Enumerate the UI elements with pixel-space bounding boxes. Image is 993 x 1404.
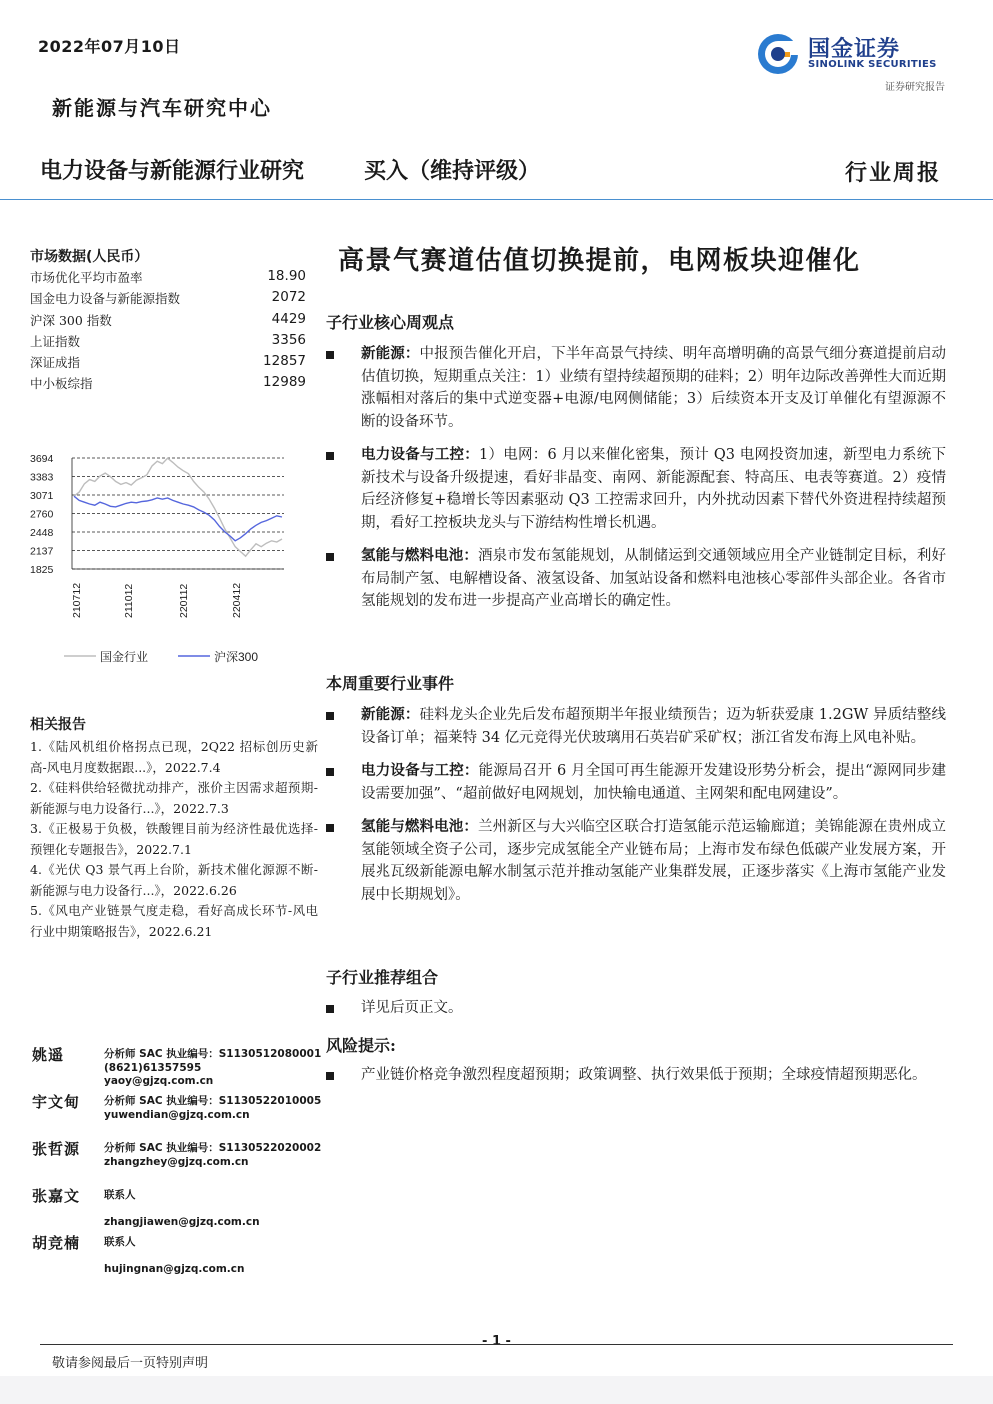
x-tick-label: 210712 [71,582,83,618]
market-key: 国金电力设备与新能源指数 [30,291,181,307]
company-logo [756,30,946,78]
portfolio-list [326,997,946,1031]
bullet-lead: 氢能与燃料电池： [361,818,479,835]
bullet-lead: 新能源： [361,345,420,362]
bullet-text: 酒泉市发布氢能规划，从制储运到交通领域应用全产业链制定目标，利好布局制产氢、电解槽设备、液氢设备、加氢站设备和燃料电池核心零部件头部企业。各省市氢能规划的发布进一步提高产业高增长的确定性。 [361,548,947,609]
analyst-email[interactable]: hujingnan@gjzq.com.cn [104,1263,245,1275]
market-value: 2072 [271,289,306,306]
rating: 买入（维持评级） [364,159,541,184]
analyst-info [104,1048,321,1089]
portfolio-item: 详见后页正文。 [326,997,946,1020]
logo-name-cn: 国金证券 [808,37,901,62]
footer-divider [40,1344,953,1345]
risk-list [326,1064,946,1098]
bullet-lead: 新能源： [361,706,420,723]
risk-item: 产业链价格竞争激烈程度超预期；政策调整、执行效果低于预期；全球疫情超预期恶化。 [326,1064,946,1087]
events-title: 本周重要行业事件 [326,674,455,693]
legend-label: 国金行业 [100,650,149,664]
analyst-role: 联系人 [104,1189,136,1201]
analyst [32,1185,322,1232]
y-tick-label: 1825 [30,564,54,576]
analyst-sac: 分析师 SAC 执业编号：S1130512080001 [104,1048,322,1060]
y-tick-label: 2137 [30,545,54,558]
bullet-text: 1）电网：6 月以来催化密集，预计 Q3 电网投资加速，新型电力系统下新技术与设备升级提速，看好非晶变、南网、新能源配套、特高压、电表等赛道。2）疫情后经济修复+稳增长等因素驱动 Q3 工控需求回升，内外扰动因素下替代外资进程持续超预期，看好工控板块龙头与下游结构性增长机遇。 [361,447,947,531]
market-value: 12989 [263,374,306,391]
report-date: 2022年07月10日 [38,37,181,56]
analyst-sac: 分析师 SAC 执业编号：S1130522020002 [104,1142,322,1154]
core-views-title: 子行业核心周观点 [326,313,455,332]
report-tag: 证券研究报告 [885,82,945,93]
market-value: 3356 [271,331,306,348]
core-view-item [326,343,946,433]
bullet-text: 硅料龙头企业先后发布超预期半年报业绩预告；迈为斩获爱康 1.2GW 异质结整线设备订单；福莱特 34 亿元竞得光伏玻璃用石英岩矿采矿权；浙江省发布海上风电补贴。 [361,707,947,746]
core-views-list [326,343,946,624]
market-key: 深证成指 [30,355,81,371]
market-data-table [30,268,306,396]
related-report-item[interactable]: 3.《正极易于负极，铁酸锂目前为经济性最优选择-预锂化专题报告》，2022.7.1 [30,821,318,857]
analyst-info [104,1236,244,1277]
index-chart [28,446,293,676]
analyst [32,1232,322,1279]
event-item [326,816,946,906]
bullet-text: 能源局召开 6 月全国可再生能源开发建设形势分析会，提出“源网同步建设需要加强”、“超前做好电网规划，加快输电通道、主网架和配电网建设”。 [361,763,947,802]
bullet-lead: 氢能与燃料电池： [361,547,479,564]
market-key: 上证指数 [30,333,81,349]
related-reports-title: 相关报告 [30,717,86,733]
analyst-name: 张嘉文 [32,1187,81,1205]
analyst-info [104,1095,321,1122]
analyst-spacer [104,1203,260,1217]
related-report-item[interactable]: 2.《硅料供给轻微扰动排产，涨价主因需求超预期-新能源与电力设备行...》，2022.7.3 [30,780,318,816]
analyst-name: 胡竞楠 [32,1234,81,1252]
market-key: 沪深 300 指数 [30,312,112,328]
analyst-email[interactable]: yaoy@gjzq.com.cn [104,1075,214,1087]
market-key: 市场优化平均市盈率 [30,270,143,285]
event-item [326,760,946,805]
market-row [30,332,306,353]
series-line-2 [74,496,282,541]
x-tick-label: 211012 [123,583,135,618]
risk-title: 风险提示: [326,1036,396,1055]
analyst-spacer [104,1250,244,1264]
report-type: 行业周报 [844,160,941,186]
market-value: 12857 [263,353,306,370]
event-item [326,704,946,749]
market-row [30,311,306,332]
related-reports-list [30,737,318,942]
portfolio-title: 子行业推荐组合 [326,968,439,987]
market-row [30,268,306,289]
market-data-title: 市场数据(人民币） [30,249,149,265]
analyst-role: 联系人 [104,1236,136,1248]
core-view-item [326,444,946,534]
market-row [30,289,306,310]
analyst [32,1044,322,1091]
analyst-sac: 分析师 SAC 执业编号：S1130522010005 [104,1095,322,1107]
headline: 高景气赛道估值切换提前，电网板块迎催化 [338,246,861,276]
industry-title: 电力设备与新能源行业研究 [40,159,305,184]
related-report-item[interactable]: 4.《光伏 Q3 景气再上台阶，新技术催化源源不断-新能源与电力设备行...》，2022.6.26 [30,862,318,898]
bullet-lead: 电力设备与工控： [361,762,479,779]
y-tick-label: 2448 [30,527,54,539]
market-row [30,374,306,395]
disclaimer[interactable]: 敬请参阅最后一页特别声明 [52,1356,209,1371]
market-value: 18.90 [267,268,306,284]
events-list [326,704,946,917]
analyst-email[interactable]: zhangzhey@gjzq.com.cn [104,1155,249,1168]
analyst-phone: (8621)61357595 [104,1061,202,1074]
y-tick-label: 3694 [30,453,54,465]
x-tick-label: 220112 [178,583,190,618]
market-key: 中小板综指 [30,376,93,392]
bullet-lead: 电力设备与工控： [361,446,479,463]
analyst-info [104,1142,321,1169]
analyst-list [32,1044,322,1279]
analyst [32,1091,322,1138]
analyst-name: 姚遥 [32,1046,65,1064]
analyst-email[interactable]: yuwendian@gjzq.com.cn [104,1108,250,1121]
research-center: 新能源与汽车研究中心 [52,96,272,120]
footer-band [0,1376,993,1404]
logo-name-en: SINOLINK SECURITIES [808,59,937,70]
title-bar [0,150,993,200]
y-tick-label: 3071 [30,490,54,502]
bullet-text: 兰州新区与大兴临空区联合打造氢能示范运输廊道；美锦能源在贵州成立氢能领域全资子公司，逐步完成氢能全产业链布局；上海市发布绿色低碳产业发展方案，开展兆瓦级新能源电解水制氢示范并推动氢能产业集群发展，正逐步落实《上海市氢能产业发展中长期规划》。 [361,819,947,903]
y-tick-label: 3383 [30,471,54,484]
series-line-1 [74,458,282,556]
page-number: - 1 - [482,1334,511,1349]
analyst [32,1138,322,1185]
related-report-item[interactable]: 1.《陆风机组价格拐点已现，2Q22 招标创历史新高-风电月度数据跟...》，2022.7.4 [30,739,318,775]
analyst-info [104,1189,260,1230]
x-tick-label: 220412 [231,582,243,618]
y-tick-label: 2760 [30,508,54,521]
bullet-text: 中报预告催化开启，下半年高景气持续、明年高增明确的高景气细分赛道提前启动估值切换，短期重点关注：1）业绩有望持续超预期的硅料；2）明年边际改善弹性大而近期涨幅相对落后的集中式逆变器+电源/电网侧储能；3）后续资本开支及订单催化有望源源不断的设备环节。 [361,346,946,430]
related-report-item[interactable]: 5.《风电产业链景气度走稳，看好高成长环节-风电行业中期策略报告》，2022.6.21 [30,903,318,939]
market-row [30,353,306,374]
core-view-item [326,545,946,613]
analyst-name: 宇文甸 [32,1093,81,1111]
market-value: 4429 [271,310,306,327]
legend-label: 沪深300 [214,650,259,664]
analyst-name: 张哲源 [32,1140,81,1158]
logo-mark-icon [756,32,800,76]
index-chart-svg [28,446,293,676]
analyst-email[interactable]: zhangjiawen@gjzq.com.cn [104,1216,260,1228]
